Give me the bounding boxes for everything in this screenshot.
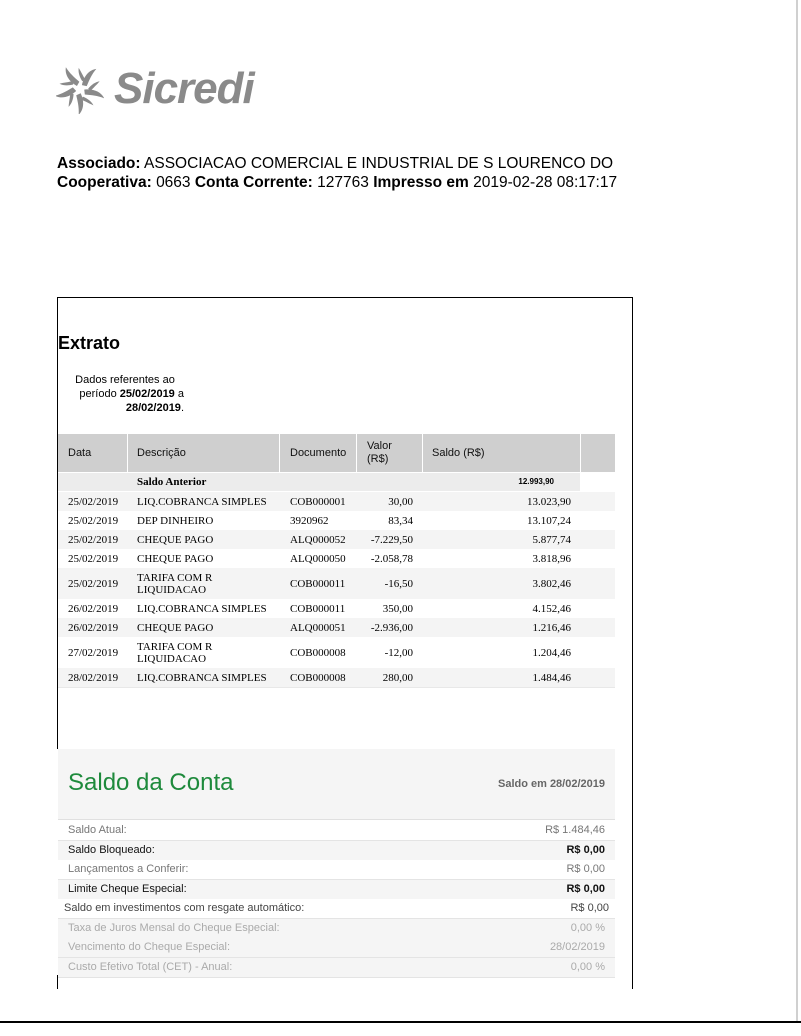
table-row (58, 568, 615, 600)
saldo-row-label: Taxa de Juros Mensal do Cheque Especial: (68, 921, 280, 934)
saldo-row-label: Vencimento do Cheque Especial: (68, 941, 231, 953)
cell-data: 25/02/2019 (68, 552, 119, 565)
cell-documento: ALQ000051 (290, 621, 346, 634)
saldo-row-label: Limite Cheque Especial: (68, 882, 187, 895)
cell-descricao: LIQ.COBRANCA SIMPLES (137, 671, 267, 684)
table-header (58, 434, 615, 472)
saldo-row-label: Saldo Atual: (68, 824, 127, 836)
header-separator (356, 434, 357, 472)
cell-documento: ALQ000052 (290, 533, 346, 546)
cell-valor: -16,50 (384, 577, 413, 590)
cell-valor: -12,00 (384, 646, 413, 659)
table-row (58, 549, 615, 569)
table-row (58, 599, 615, 619)
associado-label: Associado: (57, 155, 141, 172)
cell-saldo: 1.216,46 (532, 621, 571, 634)
cell-saldo: 1.484,46 (532, 671, 571, 684)
saldo-row-label: Custo Efetivo Total (CET) - Anual: (68, 960, 233, 973)
saldo-row-value: 0,00 % (570, 960, 605, 973)
saldo-conta-header (58, 749, 615, 820)
cell-valor: 83,34 (388, 514, 413, 527)
cell-saldo: 4.152,46 (532, 602, 571, 615)
impresso-value: 2019-02-28 08:17:17 (473, 174, 618, 191)
cell-documento: COB000011 (290, 602, 346, 615)
saldo-row-value: R$ 1.484,46 (545, 824, 605, 836)
periodo-info (66, 373, 184, 415)
table-row (58, 668, 615, 688)
saldo-date: Saldo em 28/02/2019 (497, 778, 605, 790)
header-separator (580, 434, 581, 472)
sicredi-logo (56, 60, 254, 118)
saldo-row-value: 28/02/2019 (549, 941, 605, 953)
saldo-row (58, 841, 615, 861)
cell-saldo: 3.818,96 (532, 552, 571, 565)
extrato-title: Extrato (58, 333, 121, 353)
table-row (58, 637, 615, 669)
page-right-edge (796, 0, 798, 1022)
header-separator (279, 434, 280, 472)
cell-saldo: 13.107,24 (527, 514, 571, 527)
associado-value: ASSOCIACAO COMERCIAL E INDUSTRIAL DE S LOURENCO DO (144, 155, 614, 172)
header-descricao: Descrição (137, 447, 186, 459)
cell-saldo: 3.802,46 (532, 577, 571, 590)
cell-documento: COB000008 (290, 671, 346, 684)
periodo-prefix: período (79, 388, 117, 400)
logo-text: Sicredi (114, 64, 254, 113)
periodo-start: 25/02/2019 (119, 388, 175, 400)
cell-saldo: 1.204,46 (532, 646, 571, 659)
header-data: Data (68, 447, 92, 459)
header-documento: Documento (290, 447, 347, 459)
cell-descricao: LIQ.COBRANCA SIMPLES (137, 495, 267, 508)
saldo-row-value: R$ 0,00 (566, 882, 605, 895)
saldo-row (58, 860, 615, 880)
cell-documento: 3920962 (290, 514, 329, 527)
periodo-dot: . (180, 402, 184, 414)
cooperativa-value: 0663 (156, 174, 191, 191)
cell-data: 27/02/2019 (68, 646, 119, 659)
saldo-row (58, 899, 615, 919)
cell-valor: 280,00 (382, 671, 413, 684)
cooperativa-label: Cooperativa: (57, 174, 152, 191)
cell-data: 25/02/2019 (68, 514, 119, 527)
table-row (58, 530, 615, 550)
saldo-row-value: 0,00 % (570, 921, 605, 934)
periodo-line1: Dados referentes ao (75, 374, 175, 386)
cell-data: 26/02/2019 (68, 621, 119, 634)
periodo-mid: a (177, 388, 184, 400)
cell-documento: COB000001 (290, 495, 346, 508)
cell-valor: -2.936,00 (370, 621, 413, 634)
cell-documento: ALQ000050 (290, 552, 346, 565)
saldo-row-value: R$ 0,00 (566, 863, 605, 875)
header-saldo: Saldo (R$) (432, 447, 485, 459)
saldo-row (58, 938, 615, 958)
cell-data: 28/02/2019 (68, 671, 119, 684)
saldo-row (58, 958, 615, 978)
saldo-row-value: R$ 0,00 (566, 843, 605, 856)
saldo-row (58, 880, 615, 900)
cell-descricao: CHEQUE PAGO (137, 621, 214, 634)
cell-saldo: 5.877,74 (532, 533, 571, 546)
saldo-conta-title: Saldo da Conta (68, 769, 234, 796)
cell-valor: 30,00 (388, 495, 413, 508)
saldo-row (58, 821, 615, 841)
impresso-label: Impresso em (373, 174, 469, 191)
cell-data: 25/02/2019 (68, 495, 119, 508)
cell-saldo: 13.023,90 (527, 495, 571, 508)
header-separator (422, 434, 423, 472)
saldo-row (58, 919, 615, 939)
saldo-anterior-value: 12.993,90 (518, 477, 554, 486)
frame-right (632, 297, 633, 989)
table-row (58, 618, 615, 638)
saldo-anterior-label: Saldo Anterior (137, 476, 207, 488)
sicredi-logo-icon (56, 64, 104, 114)
saldo-row-label: Lançamentos a Conferir: (68, 863, 189, 875)
cooperativa-line (57, 174, 617, 192)
header-valor: Valor (R$) (367, 440, 392, 465)
cell-descricao: TARIFA COM R LIQUIDACAO (137, 571, 213, 596)
cell-descricao: DEP DINHEIRO (137, 514, 214, 527)
cell-descricao: LIQ.COBRANCA SIMPLES (137, 602, 267, 615)
cell-descricao: TARIFA COM R LIQUIDACAO (137, 640, 213, 665)
cell-documento: COB000011 (290, 577, 346, 590)
saldo-anterior-row (58, 473, 580, 491)
cell-data: 25/02/2019 (68, 577, 119, 590)
cell-descricao: CHEQUE PAGO (137, 552, 214, 565)
table-row (58, 511, 615, 531)
cell-valor: 350,00 (382, 602, 413, 615)
cell-documento: COB000008 (290, 646, 346, 659)
conta-corrente-value: 127763 (317, 174, 369, 191)
cell-descricao: CHEQUE PAGO (137, 533, 214, 546)
periodo-end: 28/02/2019 (125, 402, 181, 414)
frame-top (57, 297, 633, 298)
header-separator (127, 434, 128, 472)
saldo-row-value: R$ 0,00 (570, 902, 609, 914)
saldo-row-label: Saldo Bloqueado: (68, 843, 155, 856)
cell-data: 26/02/2019 (68, 602, 119, 615)
saldo-row-label: Saldo em investimentos com resgate automático: (64, 902, 305, 914)
conta-corrente-label: Conta Corrente: (194, 174, 313, 191)
cell-valor: -2.058,78 (370, 552, 413, 565)
associado-line (57, 155, 613, 173)
table-row (58, 492, 615, 512)
cell-data: 25/02/2019 (68, 533, 119, 546)
cell-valor: -7.229,50 (370, 533, 413, 546)
page-bottom-rule (0, 1021, 801, 1023)
